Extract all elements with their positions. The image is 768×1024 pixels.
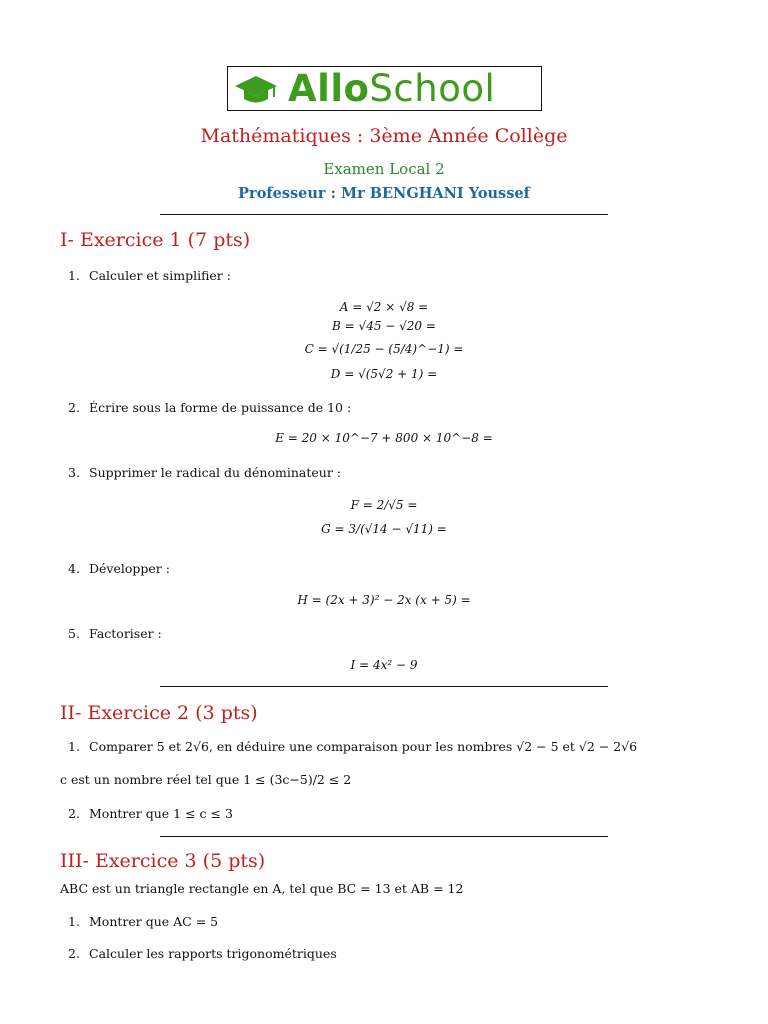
exercise-3-heading: III- Exercice 3 (5 pts) (60, 850, 266, 872)
ex1-question-5: 5. Factoriser : (68, 626, 162, 641)
exam-subtitle: Examen Local 2 (323, 160, 445, 178)
equation-a: A = √2 × √8 = (339, 300, 429, 314)
equation-f: F = 2/√5 = (350, 498, 418, 512)
page-title: Mathématiques : 3ème Année Collège (200, 125, 568, 147)
equation-g: G = 3/(√14 − √11) = (321, 522, 447, 536)
equation-d: D = √(5√2 + 1) = (330, 367, 438, 381)
equation-e: E = 20 × 10^−7 + 800 × 10^−8 = (275, 431, 493, 445)
logo-text: AlloSchool (288, 67, 496, 110)
ex3-statement: ABC est un triangle rectangle en A, tel que BC = 13 et AB = 12 (60, 881, 464, 896)
exercise-2-heading: II- Exercice 2 (3 pts) (60, 702, 258, 724)
divider (160, 686, 608, 687)
teacher-name: Professeur : Mr BENGHANI Youssef (238, 185, 530, 202)
equation-b: B = √45 − √20 = (332, 319, 436, 333)
ex2-question-1: 1. Comparer 5 et 2√6, en déduire une comparaison pour les nombres √2 − 5 et √2 − 2√6 (68, 739, 638, 754)
graduation-cap-icon (234, 73, 278, 107)
alloschool-logo (227, 66, 542, 111)
ex3-question-1: 1. Montrer que AC = 5 (68, 914, 219, 929)
equation-i: I = 4x² − 9 (350, 658, 418, 672)
equation-h: H = (2x + 3)² − 2x (x + 5) = (297, 593, 471, 607)
ex2-statement: c est un nombre réel tel que 1 ≤ (3c−5)/2 ≤ 2 (60, 772, 352, 787)
ex2-question-2: 2. Montrer que 1 ≤ c ≤ 3 (68, 806, 233, 821)
ex1-question-4: 4. Développer : (68, 561, 170, 576)
ex1-question-3: 3. Supprimer le radical du dénominateur : (68, 465, 341, 480)
exercise-1-heading: I- Exercice 1 (7 pts) (60, 229, 251, 251)
divider (160, 214, 608, 215)
ex1-question-1: 1. Calculer et simplifier : (68, 268, 231, 283)
equation-c: C = √(1/25 − (5/4)^−1) = (304, 342, 464, 356)
divider (160, 836, 608, 837)
ex3-question-2: 2. Calculer les rapports trigonométriques (68, 946, 337, 961)
ex1-question-2: 2. Écrire sous la forme de puissance de 10 : (68, 400, 352, 415)
